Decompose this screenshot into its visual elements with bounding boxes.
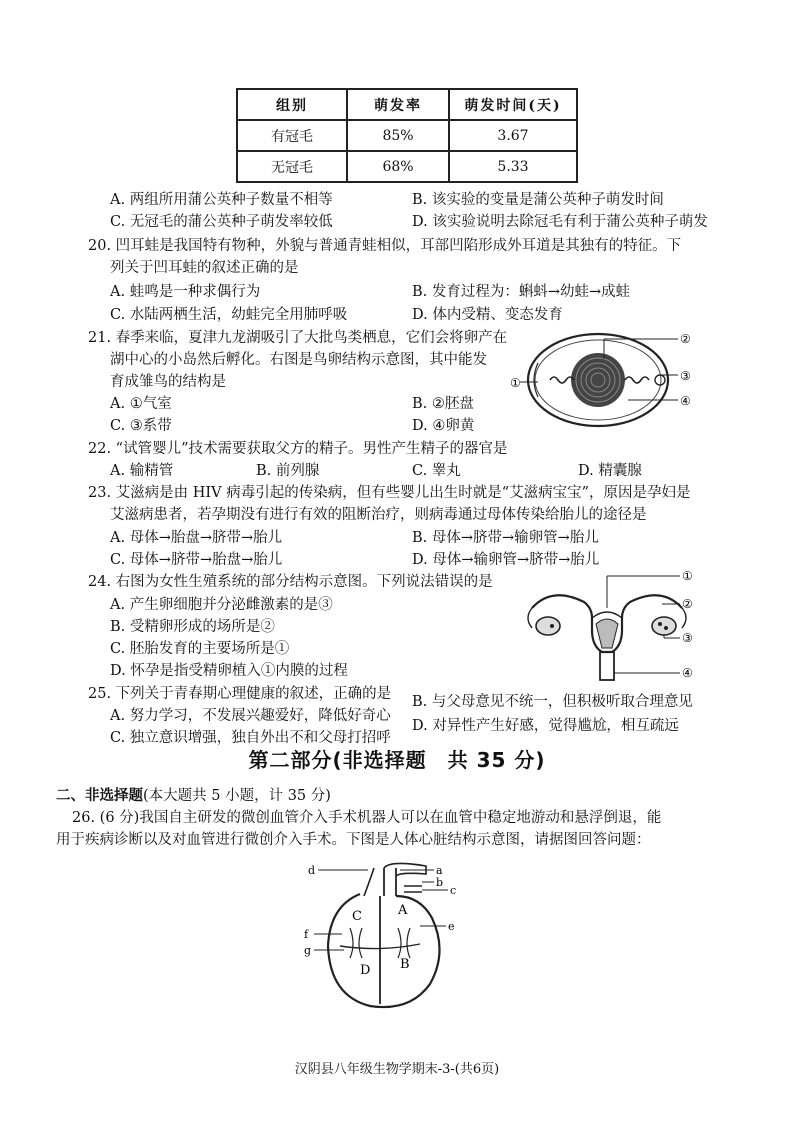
heart-chamber-d: D [360, 963, 371, 978]
q22-option-a: A. 输精管 [110, 463, 174, 479]
q25-option-c: C. 独立意识增强，独自外出不和父母打招呼 [110, 730, 391, 746]
heart-label-b: b [436, 876, 444, 889]
heart-outline [328, 894, 440, 1007]
heart-label-e: e [448, 920, 455, 933]
egg-label-4: ④ [680, 394, 691, 408]
q22-stem: 22. “试管婴儿”技术需要获取父方的精子。男性产生精子的器官是 [88, 441, 508, 457]
germination-table [236, 88, 578, 183]
q20-option-b: B. 发育过程为：蝌蚪→幼蛙→成蛙 [412, 284, 631, 300]
q20-option-a: A. 蛙鸣是一种求偶行为 [110, 284, 261, 300]
chalaza-left [550, 377, 574, 383]
vena-cava [364, 868, 374, 896]
q22-option-c: C. 睾丸 [412, 463, 461, 479]
ovary-left [536, 617, 560, 635]
left-valve [398, 928, 410, 958]
heart-label-d: d [308, 864, 316, 877]
q21-stem-1: 21. 春季来临，夏津九龙湖吸引了大批鸟类栖息，它们会将卵产在 [88, 330, 508, 346]
chalaza-right [625, 377, 649, 383]
table-header-cell: 组别 [237, 89, 347, 120]
q19-option-a: A. 两组所用蒲公英种子数量不相等 [110, 192, 333, 208]
heart-label-a: a [436, 864, 443, 877]
q25-option-d: D. 对异性产生好感，觉得尴尬，相互疏远 [412, 718, 679, 734]
q24-option-b: B. 受精卵形成的场所是② [110, 619, 275, 635]
heart-diagram [300, 856, 480, 1026]
repro-label-1: ① [682, 569, 693, 583]
q24-stem: 24. 右图为女性生殖系统的部分结构示意图。下列说法错误的是 [88, 574, 493, 590]
bird-egg-diagram [510, 325, 700, 435]
vagina [600, 652, 614, 680]
q24-option-c: C. 胚胎发育的主要场所是① [110, 641, 290, 657]
q19-option-d: D. 该实验说明去除冠毛有利于蒲公英种子萌发 [412, 214, 708, 230]
section-heading-label: 二、非选择题 [56, 787, 143, 804]
q23-option-b: B. 母体→脐带→输卵管→胎儿 [412, 530, 599, 546]
q23-stem-2: 艾滋病患者，若孕期没有进行有效的阻断治疗，则病毒通过母体传染给胎儿的途径是 [110, 507, 647, 523]
q21-stem-3: 育成雏鸟的结构是 [110, 374, 226, 390]
table-cell: 有冠毛 [237, 120, 347, 151]
yolk [571, 353, 625, 407]
q25-stem: 25. 下列关于青春期心理健康的叙述，正确的是 [88, 686, 392, 702]
heart-chamber-c: C [352, 909, 362, 924]
table-row [237, 120, 577, 151]
section-heading-note: (本大题共 5 小题，计 35 分) [143, 788, 331, 804]
egg-label-1: ① [510, 376, 521, 390]
q20-option-d: D. 体内受精、变态发育 [412, 307, 563, 323]
table-cell: 85% [347, 120, 449, 151]
q25-option-a: A. 努力学习，不发展兴趣爱好，降低好奇心 [110, 708, 391, 724]
part-two-title: 第二部分(非选择题 共 35 分) [248, 748, 546, 772]
heart-label-f: f [304, 928, 309, 941]
q21-option-b: B. ②胚盘 [412, 396, 474, 412]
q24-option-d: D. 怀孕是指受精卵植入①内膜的过程 [110, 663, 348, 679]
repro-label-2: ② [682, 597, 693, 611]
heart-label-g: g [304, 944, 312, 957]
q24-option-a: A. 产生卵细胞并分泌雌激素的是③ [110, 597, 333, 613]
table-cell: 无冠毛 [237, 151, 347, 182]
heart-chamber-b: B [400, 957, 410, 972]
q23-option-c: C. 母体→脐带→胎盘→胎儿 [110, 552, 283, 568]
heart-label-c: c [450, 884, 457, 897]
table-header-cell: 萌发时间(天) [449, 89, 577, 120]
q26-stem-2: 用于疾病诊断以及对血管进行微创介入手术。下图是人体心脏结构示意图，请据图回答问题： [56, 832, 651, 848]
table-cell: 68% [347, 151, 449, 182]
table-row [237, 151, 577, 182]
egg-label-3: ③ [680, 369, 691, 383]
q22-option-d: D. 精囊腺 [578, 463, 642, 479]
female-reproductive-diagram [512, 568, 702, 688]
ovary-right [652, 617, 676, 635]
aorta [384, 868, 396, 896]
q22-option-b: B. 前列腺 [256, 463, 320, 479]
uterus-lining [596, 619, 618, 648]
page-footer: 汉阴县八年级生物学期末-3-(共6页) [294, 1062, 500, 1077]
repro-label-3: ③ [682, 631, 693, 645]
q26-stem-1: 26. (6 分)我国自主研发的微创血管介入手术机器人可以在血管中稳定地游动和悬浮倒退，能 [72, 810, 662, 826]
pulmonary-vessel [404, 886, 422, 892]
q20-option-c: C. 水陆两栖生活，幼蛙完全用肺呼吸 [110, 307, 348, 323]
heart-chamber-a: A [398, 903, 408, 918]
table-cell: 3.67 [449, 120, 577, 151]
q21-option-c: C. ③系带 [110, 418, 172, 434]
table-header-row [237, 89, 577, 120]
right-valve [350, 928, 362, 958]
q21-option-d: D. ④卵黄 [412, 418, 475, 434]
q23-option-a: A. 母体→胎盘→脐带→胎儿 [110, 530, 283, 546]
table-header-cell: 萌发率 [347, 89, 449, 120]
q19-option-b: B. 该实验的变量是蒲公英种子萌发时间 [412, 192, 664, 208]
q25-option-b: B. 与父母意见不统一，但积极听取合理意见 [412, 694, 693, 710]
q20-stem-1: 20. 凹耳蛙是我国特有物种，外貌与普通青蛙相似，耳部凹陷形成外耳道是其独有的特征。下 [88, 238, 682, 254]
table-cell: 5.33 [449, 151, 577, 182]
q21-stem-2: 湖中心的小岛然后孵化。右图是鸟卵结构示意图，其中能发 [110, 352, 487, 368]
repro-label-4: ④ [682, 666, 693, 680]
section-heading [56, 786, 331, 806]
q21-option-a: A. ①气室 [110, 396, 172, 412]
q19-option-c: C. 无冠毛的蒲公英种子萌发率较低 [110, 214, 333, 230]
q23-option-d: D. 母体→输卵管→脐带→胎儿 [412, 552, 600, 568]
q23-stem-1: 23. 艾滋病是由 HIV 病毒引起的传染病，但有些婴儿出生时就是“艾滋病宝宝”，原因是孕妇是 [88, 485, 691, 501]
q20-stem-2: 列关于凹耳蛙的叙述正确的是 [110, 260, 299, 276]
egg-label-2: ② [680, 332, 691, 346]
